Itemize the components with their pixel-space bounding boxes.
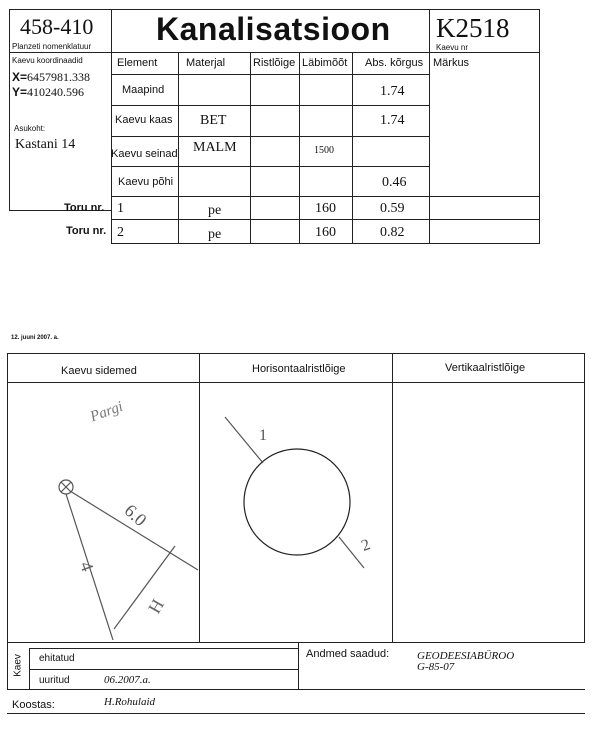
- pipe-number: 2: [117, 225, 124, 240]
- survey-date: 12. juuni 2007. a.: [11, 335, 59, 341]
- sketch-label-pipe-2: 2: [359, 536, 373, 555]
- row-material: MALM: [193, 140, 237, 155]
- x-coordinate: [12, 70, 90, 85]
- location-value: Kastani 14: [15, 137, 76, 152]
- panel-title-horizontal-section: Horisontaalristlõige: [252, 363, 346, 375]
- map-sheet-code: 458-410: [20, 14, 94, 39]
- data-source-value: GEODEESIABÜROO: [417, 650, 515, 662]
- location-caption: Asukoht:: [14, 124, 46, 133]
- sketch-label-distance-2: 4: [76, 558, 98, 574]
- surveyed-value: 06.2007.a.: [104, 674, 151, 686]
- row-element: Kaevu seinad: [111, 148, 178, 160]
- pipe-material: pe: [208, 227, 222, 242]
- panel-title-vertical-section: Vertikaalristlõige: [445, 362, 526, 374]
- col-header-element: Element: [117, 57, 158, 69]
- pipe-height: 0.59: [380, 201, 405, 216]
- col-header-abs-height: Abs. kõrgus: [365, 57, 424, 69]
- col-header-diameter: Läbimõõt: [302, 57, 348, 69]
- sketch-label-distance-3: H: [144, 595, 168, 617]
- x-value: 6457981.338: [27, 70, 91, 84]
- sketch-label-street: Pargi: [88, 398, 126, 426]
- row-element: Kaevu põhi: [118, 176, 174, 188]
- compiled-by-label: Koostas:: [12, 699, 55, 711]
- col-header-cross-section: Ristlõige: [253, 57, 296, 69]
- x-label: X=: [12, 70, 28, 84]
- pipe-material: pe: [208, 203, 222, 218]
- well-circle: [244, 449, 350, 555]
- coordinates-caption: Kaevu koordinaadid: [12, 56, 83, 65]
- panel-title-well-ties: Kaevu sidemed: [61, 365, 137, 377]
- well-number-caption: Kaevu nr: [436, 43, 469, 52]
- row-element: Kaevu kaas: [115, 114, 173, 126]
- row-element: Maapind: [122, 84, 165, 96]
- row-material: BET: [200, 113, 227, 128]
- y-label: Y=: [12, 85, 28, 99]
- footer-side-label: Kaev: [12, 654, 24, 677]
- row-height: 1.74: [380, 84, 405, 99]
- compiled-by-value: H.Rohulaid: [104, 696, 156, 708]
- data-source-label: Andmed saadud:: [306, 648, 390, 660]
- pipe-diameter: 160: [315, 201, 336, 216]
- y-coordinate: [12, 85, 84, 100]
- pipe-1-line: [225, 417, 263, 463]
- map-sheet-caption: Planzeti nomenklatuur: [12, 42, 92, 51]
- row-height: 1.74: [380, 113, 405, 128]
- pipe-label: Toru nr.: [64, 202, 105, 214]
- pipe-label: Toru nr.: [66, 225, 107, 237]
- horizontal-section-sketch: [200, 383, 391, 642]
- col-header-remarks: Märkus: [433, 57, 470, 69]
- data-source-code: G-85-07: [417, 661, 455, 673]
- col-header-material: Materjal: [186, 57, 226, 69]
- y-value: 410240.596: [27, 85, 85, 99]
- tie-line-base: [114, 546, 175, 629]
- pipe-number: 1: [117, 201, 124, 216]
- built-label: ehitatud: [39, 653, 75, 664]
- pipe-diameter: 160: [315, 225, 336, 240]
- surveyed-label: uuritud: [39, 675, 70, 686]
- row-diameter: 1500: [314, 145, 334, 156]
- row-height: 0.46: [382, 175, 407, 190]
- sketch-label-distance-1: 6.0: [120, 500, 151, 531]
- sketch-label-pipe-1: 1: [259, 427, 267, 444]
- well-number: K2518: [436, 13, 510, 43]
- pipe-height: 0.82: [380, 225, 405, 240]
- card-title: Kanalisatsioon: [156, 11, 391, 47]
